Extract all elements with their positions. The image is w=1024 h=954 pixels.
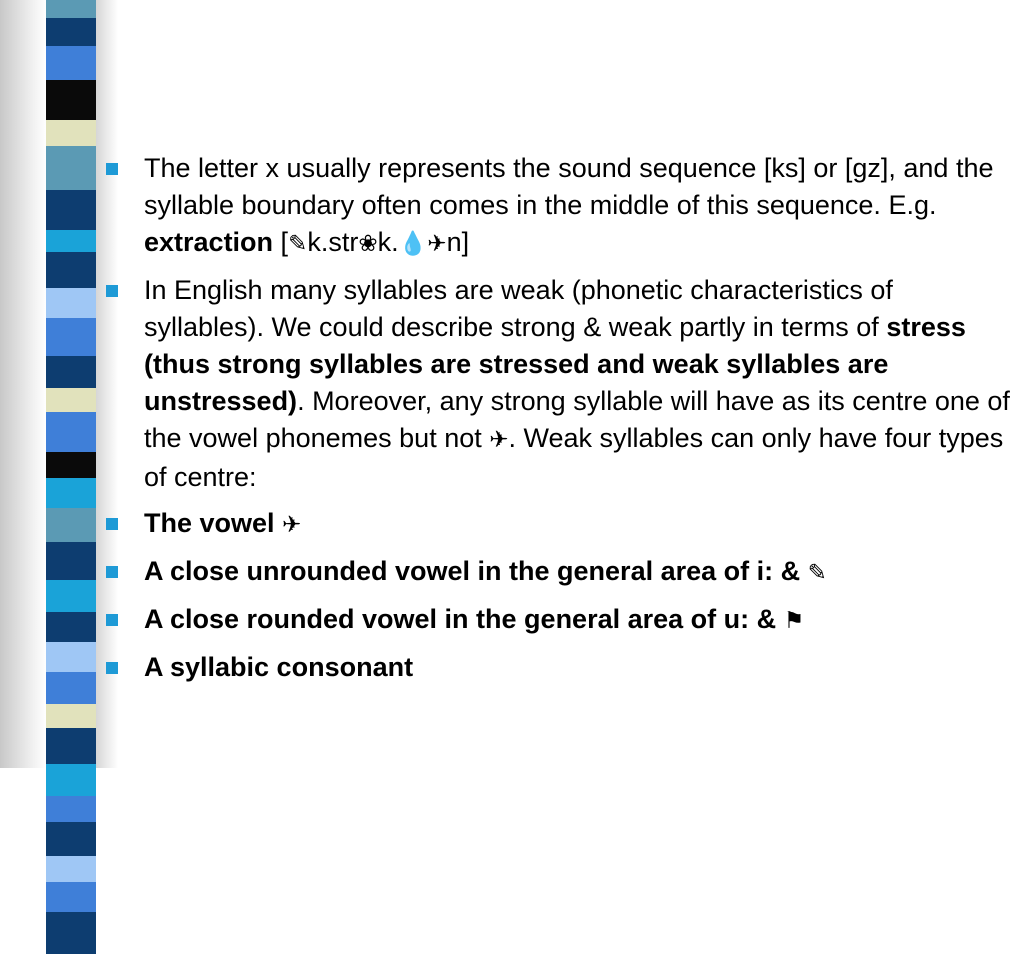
phonetic-symbol: ✈ bbox=[489, 427, 509, 453]
text-run: The letter x usually represents the sound sequence [ks] or [gz], and the syllable boundary often comes in the middle of this sequence. E.g. bbox=[144, 153, 994, 220]
bullet-text bbox=[144, 505, 1011, 544]
text-run: In English many syllables are weak (phonetic characteristics of syllables). We could describe strong & weak partly in terms of bbox=[144, 275, 893, 342]
phonetic-symbol: ✈ bbox=[427, 231, 447, 257]
bold-text: stress (thus strong syllables are stressed and weak syllables are unstressed) bbox=[144, 312, 966, 416]
strip-segment bbox=[46, 542, 96, 580]
bullet-text bbox=[144, 553, 1011, 592]
phonetic-symbol: ✈ bbox=[282, 512, 302, 538]
square-bullet-icon bbox=[106, 614, 118, 626]
bullet-item bbox=[106, 505, 1011, 544]
square-bullet-icon bbox=[106, 518, 118, 530]
strip-segment bbox=[46, 120, 96, 146]
strip-segment bbox=[46, 672, 96, 704]
bullet-item bbox=[106, 272, 1011, 496]
strip-segment bbox=[46, 856, 96, 882]
strip-segment bbox=[46, 230, 96, 252]
bullet-text bbox=[144, 649, 1011, 686]
phonetic-symbol: 💧 bbox=[398, 231, 428, 257]
bold-text: extraction bbox=[144, 227, 274, 257]
bold-text: A syllabic consonant bbox=[144, 652, 414, 682]
square-bullet-icon bbox=[106, 566, 118, 578]
bold-text: The vowel bbox=[144, 508, 283, 538]
strip-segment bbox=[46, 252, 96, 288]
bullet-text bbox=[144, 150, 1011, 263]
strip-segment bbox=[46, 822, 96, 856]
strip-segment bbox=[46, 580, 96, 612]
bullet-item bbox=[106, 553, 1011, 592]
phonetic-symbol: ❀ bbox=[358, 231, 378, 257]
square-bullet-icon bbox=[106, 662, 118, 674]
text-run: n] bbox=[446, 227, 470, 257]
strip-segment bbox=[46, 190, 96, 230]
strip-segment bbox=[46, 508, 96, 542]
strip-segment bbox=[46, 318, 96, 356]
bold-text: A close rounded vowel in the general area of u: & bbox=[144, 604, 784, 634]
phonetic-symbol: ✎ bbox=[288, 231, 308, 257]
phonetic-symbol: ✎ bbox=[807, 560, 827, 586]
strip-segment bbox=[46, 46, 96, 80]
decorative-color-strip bbox=[46, 0, 96, 768]
bold-text: A close unrounded vowel in the general area of i: & bbox=[144, 556, 808, 586]
strip-segment bbox=[46, 796, 96, 822]
bullet-item bbox=[106, 601, 1011, 640]
strip-segment bbox=[46, 80, 96, 120]
strip-segment bbox=[46, 288, 96, 318]
bullet-item bbox=[106, 150, 1011, 263]
text-run: k.str bbox=[307, 227, 359, 257]
phonetic-symbol: ⚑ bbox=[783, 608, 805, 634]
strip-segment bbox=[46, 478, 96, 508]
strip-segment bbox=[46, 146, 96, 190]
square-bullet-icon bbox=[106, 285, 118, 297]
strip-segment bbox=[46, 18, 96, 46]
bullet-text bbox=[144, 272, 1011, 496]
text-run: k. bbox=[377, 227, 399, 257]
strip-segment bbox=[46, 764, 96, 796]
strip-segment bbox=[46, 612, 96, 642]
strip-segment bbox=[46, 642, 96, 672]
text-run: . Moreover, any strong syllable will have as its centre one of the vowel phonemes but not bbox=[144, 386, 1010, 453]
strip-segment bbox=[46, 912, 96, 954]
strip-segment bbox=[46, 882, 96, 912]
square-bullet-icon bbox=[106, 163, 118, 175]
bullet-item bbox=[106, 649, 1011, 686]
decorative-strip-shadow bbox=[0, 0, 46, 768]
bullet-text bbox=[144, 601, 1011, 640]
slide-body bbox=[106, 150, 1011, 686]
strip-segment bbox=[46, 412, 96, 452]
strip-segment bbox=[46, 728, 96, 764]
text-run: . Weak syllables can only have four types of centre: bbox=[144, 423, 1004, 492]
text-run: [ bbox=[273, 227, 289, 257]
strip-segment bbox=[46, 356, 96, 388]
strip-segment bbox=[46, 388, 96, 412]
strip-segment bbox=[46, 452, 96, 478]
strip-segment bbox=[46, 704, 96, 728]
strip-segment bbox=[46, 0, 96, 18]
